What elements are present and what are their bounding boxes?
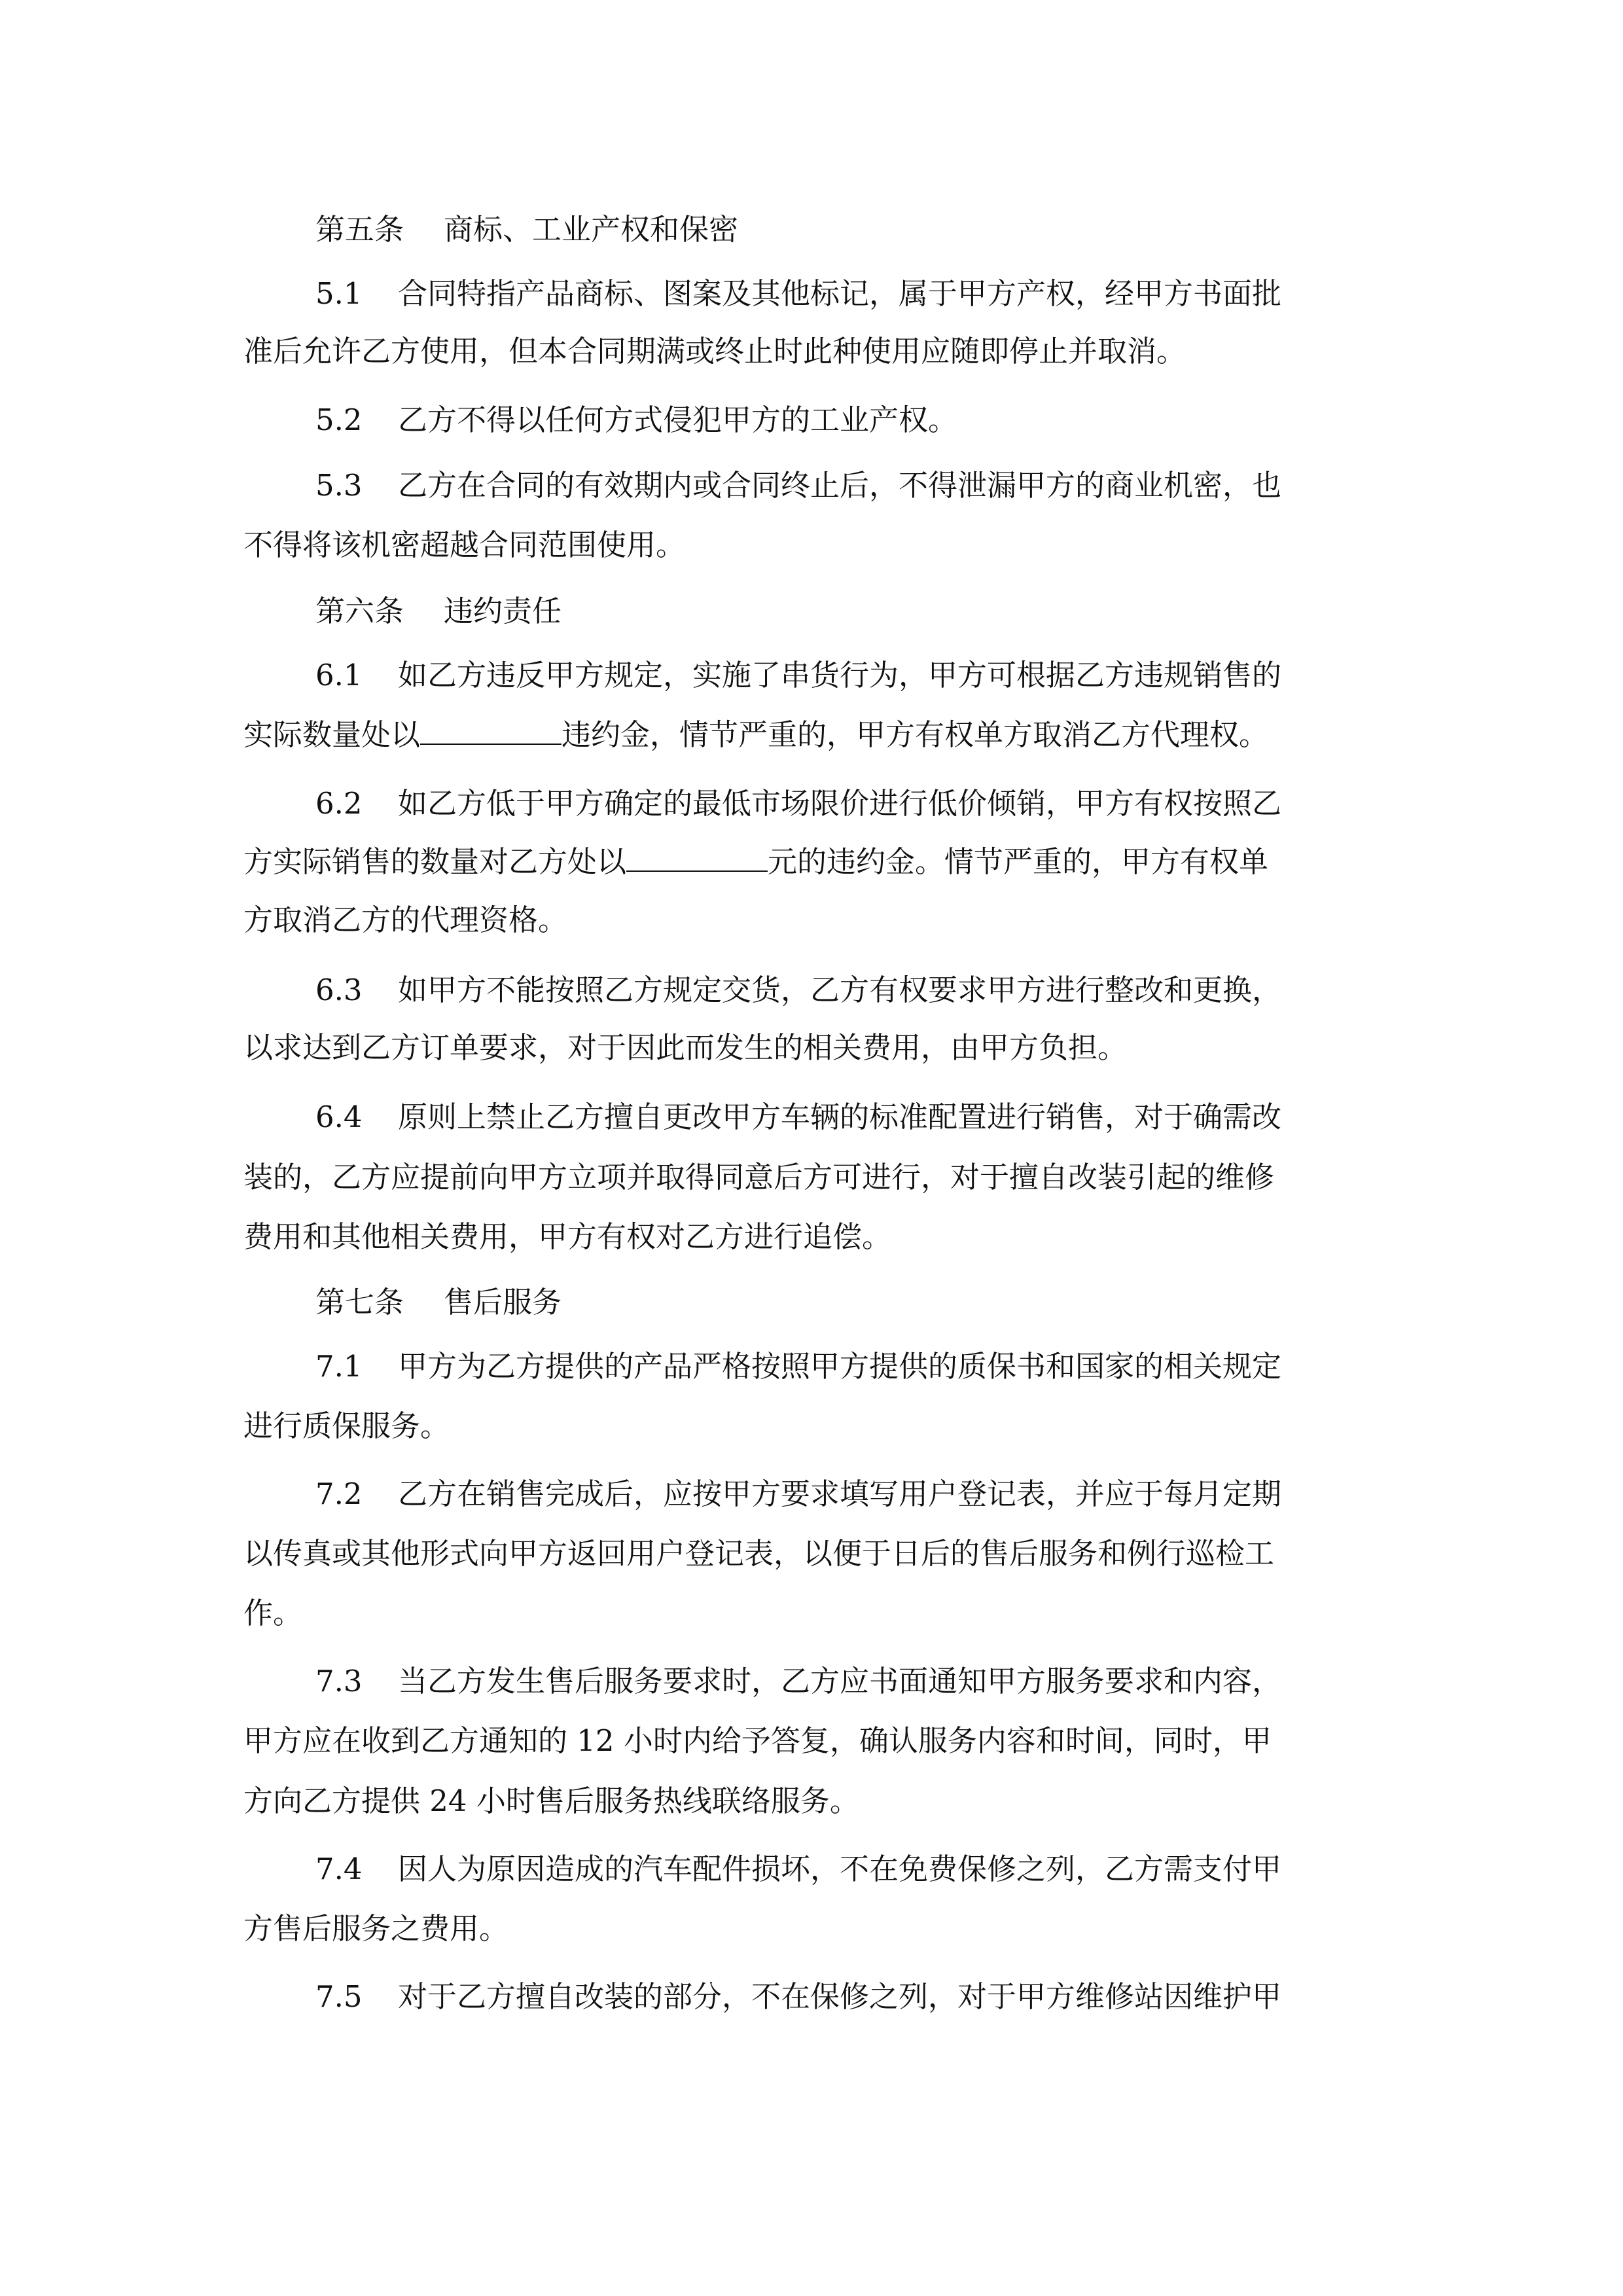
clause-7-3-line-1 xyxy=(315,1662,1281,1701)
clause-6-4-line-1 xyxy=(315,1098,1281,1137)
article-number: 第七条 xyxy=(315,1285,404,1319)
clause-text: 费用和其他相关费用，甲方有权对乙方进行追偿。 xyxy=(243,1219,892,1254)
article-number: 第六条 xyxy=(315,594,404,628)
clause-text: 甲方为乙方提供的产品严格按照甲方提供的质保书和国家的相关规定 xyxy=(398,1349,1282,1384)
clause-number: 5.1 xyxy=(315,276,363,311)
clause-6-2-line-2 xyxy=(243,842,1268,882)
clause-7-1-line-2 xyxy=(243,1407,450,1446)
clause-number: 6.2 xyxy=(315,786,363,821)
clause-5-3-line-1 xyxy=(315,466,1281,505)
clause-text: 对于乙方擅自改装的部分，不在保修之列，对于甲方维修站因维护甲 xyxy=(398,1979,1282,2014)
clause-7-4-line-2 xyxy=(243,1909,508,1948)
clause-text: 以求达到乙方订单要求，对于因此而发生的相关费用，由甲方负担。 xyxy=(243,1030,1128,1065)
clause-text: 如乙方违反甲方规定，实施了串货行为，甲方可根据乙方违规销售的 xyxy=(398,658,1282,692)
clause-text: 乙方不得以任何方式侵犯甲方的工业产权。 xyxy=(398,403,958,437)
clause-number: 7.3 xyxy=(315,1664,363,1698)
fill-in-blank xyxy=(420,719,562,745)
article-7-heading xyxy=(315,1283,562,1322)
article-5-heading xyxy=(315,210,738,249)
clause-6-3-line-1 xyxy=(315,971,1281,1010)
article-number: 第五条 xyxy=(315,212,404,247)
clause-6-4-line-3 xyxy=(243,1217,891,1257)
clause-7-4-line-1 xyxy=(315,1850,1281,1889)
clause-text: 原则上禁止乙方擅自更改甲方车辆的标准配置进行销售，对于确需改 xyxy=(398,1100,1282,1134)
clause-text: 元的违约金。情节严重的，甲方有权单 xyxy=(768,844,1269,879)
clause-7-3-line-3 xyxy=(243,1782,859,1821)
clause-text: 方向乙方提供 24 小时售后服务热线联络服务。 xyxy=(243,1784,859,1818)
clause-number: 6.1 xyxy=(315,658,363,692)
clause-7-5-line-1 xyxy=(315,1977,1281,2017)
clause-number: 7.1 xyxy=(315,1349,363,1384)
clause-text: 乙方在合同的有效期内或合同终止后，不得泄漏甲方的商业机密，也 xyxy=(398,468,1282,503)
clause-7-2-line-3 xyxy=(243,1594,302,1633)
clause-6-2-line-3 xyxy=(243,901,567,940)
clause-number: 7.5 xyxy=(315,1979,363,2014)
clause-number: 7.2 xyxy=(315,1477,363,1511)
clause-6-2-line-1 xyxy=(315,784,1281,823)
clause-7-2-line-2 xyxy=(243,1534,1274,1573)
clause-text: 合同特指产品商标、图案及其他标记，属于甲方产权，经甲方书面批 xyxy=(398,276,1282,311)
clause-number: 6.3 xyxy=(315,973,363,1007)
clause-number: 5.2 xyxy=(315,403,363,437)
clause-7-3-line-2 xyxy=(243,1721,1272,1761)
clause-text: 因人为原因造成的汽车配件损坏，不在免费保修之列，乙方需支付甲 xyxy=(398,1852,1282,1886)
clause-text: 违约金，情节严重的，甲方有权单方取消乙方代理权。 xyxy=(562,717,1269,752)
clause-text: 装的，乙方应提前向甲方立项并取得同意后方可进行，对于擅自改装引起的维修 xyxy=(243,1160,1275,1194)
article-title: 违约责任 xyxy=(444,594,562,628)
article-6-heading xyxy=(315,592,562,631)
clause-text: 以传真或其他形式向甲方返回用户登记表，以便于日后的售后服务和例行巡检工 xyxy=(243,1536,1275,1571)
clause-number: 5.3 xyxy=(315,468,363,503)
clause-text: 当乙方发生售后服务要求时，乙方应书面通知甲方服务要求和内容， xyxy=(398,1664,1282,1698)
clause-6-1-line-2 xyxy=(243,715,1268,755)
clause-text: 如乙方低于甲方确定的最低市场限价进行低价倾销，甲方有权按照乙 xyxy=(398,786,1282,821)
clause-text: 如甲方不能按照乙方规定交货，乙方有权要求甲方进行整改和更换， xyxy=(398,973,1282,1007)
clause-text: 方取消乙方的代理资格。 xyxy=(243,903,568,937)
clause-text: 方售后服务之费用。 xyxy=(243,1911,509,1946)
fill-in-blank xyxy=(626,846,768,872)
clause-text: 方实际销售的数量对乙方处以 xyxy=(243,844,627,879)
clause-text: 进行质保服务。 xyxy=(243,1408,450,1443)
clause-text: 乙方在销售完成后，应按甲方要求填写用户登记表，并应于每月定期 xyxy=(398,1477,1282,1511)
clause-6-4-line-2 xyxy=(243,1158,1274,1197)
clause-5-1-line-2 xyxy=(243,332,1186,371)
clause-7-1-line-1 xyxy=(315,1347,1281,1386)
article-title: 商标、工业产权和保密 xyxy=(444,212,739,247)
clause-text: 甲方应在收到乙方通知的 12 小时内给予答复，确认服务内容和时间，同时，甲 xyxy=(243,1723,1272,1758)
clause-6-3-line-2 xyxy=(243,1028,1127,1067)
clause-text: 不得将该机密超越合同范围使用。 xyxy=(243,528,686,562)
clause-5-1-line-1 xyxy=(315,274,1281,314)
clause-text: 实际数量处以 xyxy=(243,717,421,752)
clause-7-2-line-1 xyxy=(315,1475,1281,1514)
article-title: 售后服务 xyxy=(444,1285,562,1319)
clause-6-1-line-1 xyxy=(315,656,1281,695)
clause-text: 作。 xyxy=(243,1596,303,1630)
clause-5-2-line-1 xyxy=(315,401,957,440)
clause-5-3-line-2 xyxy=(243,526,685,565)
clause-number: 7.4 xyxy=(315,1852,363,1886)
clause-number: 6.4 xyxy=(315,1100,363,1134)
clause-text: 准后允许乙方使用，但本合同期满或终止时此种使用应随即停止并取消。 xyxy=(243,334,1186,368)
